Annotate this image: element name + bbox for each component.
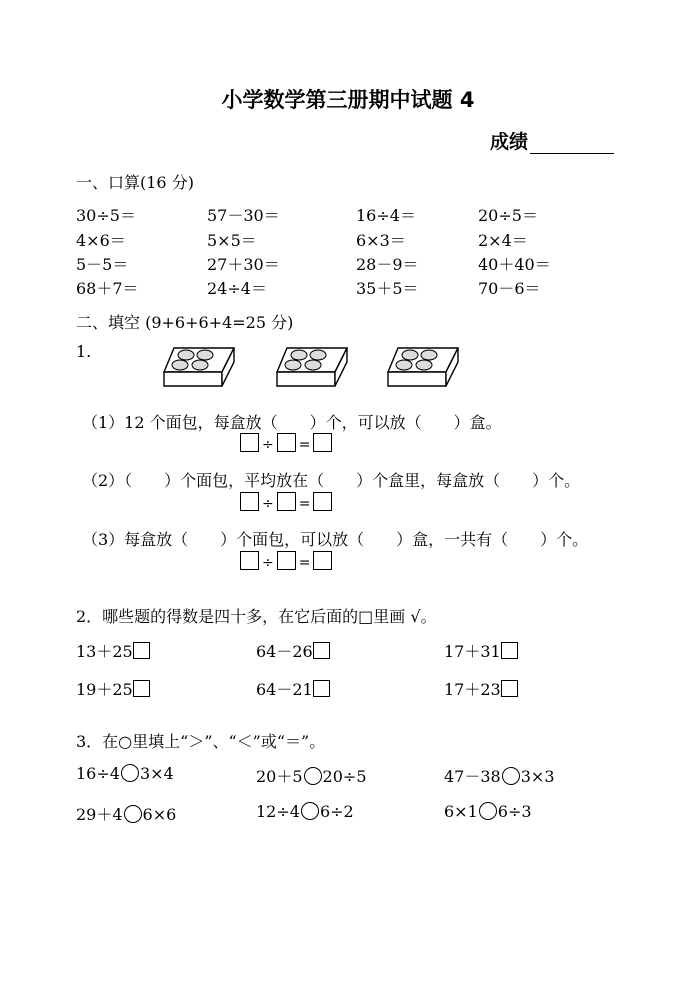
question1-number: 1. — [76, 342, 92, 361]
calc-item: 70－6＝ — [478, 279, 541, 298]
check-item — [76, 677, 150, 700]
check-item — [444, 639, 518, 662]
calc-item: 4×6＝ — [76, 231, 126, 250]
compare-item — [256, 764, 367, 787]
compare-circle[interactable] — [301, 802, 319, 820]
answer-box[interactable] — [277, 551, 296, 570]
division-equation — [240, 433, 332, 453]
score-blank[interactable] — [530, 135, 614, 154]
calc-item: 27＋30＝ — [207, 255, 280, 274]
compare-item — [76, 802, 176, 825]
compare-right: 6×6 — [142, 805, 177, 824]
compare-left: 12÷4 — [256, 802, 300, 821]
calc-item: 16÷4＝ — [356, 206, 416, 225]
compare-circle[interactable] — [479, 802, 497, 820]
section2-heading: 二、填空 (9+6+6+4=25 分) — [76, 313, 294, 332]
check-item-expr: 64－26 — [256, 642, 313, 661]
answer-box[interactable] — [240, 492, 259, 511]
divide-sign: ÷ — [262, 437, 274, 453]
check-box[interactable] — [313, 680, 330, 697]
calc-item: 40＋40＝ — [478, 255, 551, 274]
check-item-expr: 19＋25 — [76, 680, 133, 699]
compare-right: 6÷3 — [497, 802, 532, 821]
question1-sub3: （3）每盒放（ ）个面包，可以放（ ）盒，一共有（ ）个。 — [82, 530, 589, 549]
bread-box-icon — [386, 346, 460, 388]
answer-box[interactable] — [277, 492, 296, 511]
check-box[interactable] — [133, 680, 150, 697]
answer-box[interactable] — [277, 433, 296, 452]
check-item-expr: 17＋23 — [444, 680, 501, 699]
compare-item — [444, 802, 532, 821]
score-label: 成绩 — [490, 131, 529, 153]
question1-sub1: （1）12 个面包，每盒放（ ）个，可以放（ ）盒。 — [82, 413, 502, 432]
compare-circle[interactable] — [121, 764, 139, 782]
question2-prompt: 2．哪些题的得数是四十多，在它后面的□里画 √。 — [76, 607, 437, 626]
compare-left: 47－38 — [444, 767, 501, 786]
section1-heading: 一、口算(16 分) — [76, 173, 194, 192]
compare-item — [76, 764, 174, 783]
equal-sign: = — [298, 496, 311, 512]
calc-item: 6×3＝ — [356, 231, 406, 250]
calc-item: 5－5＝ — [76, 255, 129, 274]
compare-circle[interactable] — [124, 805, 142, 823]
equal-sign: = — [298, 555, 311, 571]
compare-left: 6×1 — [444, 802, 478, 821]
division-equation — [240, 551, 332, 571]
check-box[interactable] — [501, 642, 518, 659]
divide-sign: ÷ — [262, 555, 274, 571]
question1-sub2: （2）（ ）个面包，平均放在（ ）个盒里，每盒放（ ）个。 — [82, 471, 581, 490]
check-item — [256, 639, 330, 662]
compare-circle[interactable] — [304, 767, 322, 785]
check-box[interactable] — [501, 680, 518, 697]
divide-sign: ÷ — [262, 496, 274, 512]
calc-item: 57－30＝ — [207, 206, 280, 225]
check-box[interactable] — [313, 642, 330, 659]
check-item-expr: 13＋25 — [76, 642, 133, 661]
calc-item: 35＋5＝ — [356, 279, 419, 298]
page-title: 小学数学第三册期中试题 4 — [221, 88, 475, 112]
compare-circle[interactable] — [502, 767, 520, 785]
calc-item: 24÷4＝ — [207, 279, 267, 298]
answer-box[interactable] — [313, 492, 332, 511]
calc-item: 30÷5＝ — [76, 206, 136, 225]
compare-right: 3×4 — [139, 764, 174, 783]
equal-sign: = — [298, 437, 311, 453]
compare-item — [256, 802, 354, 821]
calc-item: 5×5＝ — [207, 231, 257, 250]
calc-item: 2×4＝ — [478, 231, 528, 250]
calc-item: 20÷5＝ — [478, 206, 538, 225]
bread-box-icon — [275, 346, 349, 388]
compare-right: 3×3 — [520, 767, 555, 786]
check-item-expr: 17＋31 — [444, 642, 501, 661]
calc-item: 28－9＝ — [356, 255, 419, 274]
answer-box[interactable] — [240, 551, 259, 570]
calc-item: 68＋7＝ — [76, 279, 139, 298]
answer-box[interactable] — [313, 551, 332, 570]
division-equation — [240, 492, 332, 512]
check-box[interactable] — [133, 642, 150, 659]
answer-box[interactable] — [240, 433, 259, 452]
compare-left: 16÷4 — [76, 764, 120, 783]
check-item — [76, 639, 150, 662]
compare-right: 20÷5 — [322, 767, 367, 786]
check-item — [256, 677, 330, 700]
check-item — [444, 677, 518, 700]
compare-item — [444, 764, 555, 787]
compare-left: 29＋4 — [76, 805, 123, 824]
compare-right: 6÷2 — [319, 802, 354, 821]
check-item-expr: 64－21 — [256, 680, 313, 699]
bread-box-icon — [162, 346, 236, 388]
compare-left: 20＋5 — [256, 767, 303, 786]
score-field — [490, 127, 614, 154]
answer-box[interactable] — [313, 433, 332, 452]
question3-prompt: 3．在○里填上“＞”、“＜”或“＝”。 — [76, 732, 326, 751]
